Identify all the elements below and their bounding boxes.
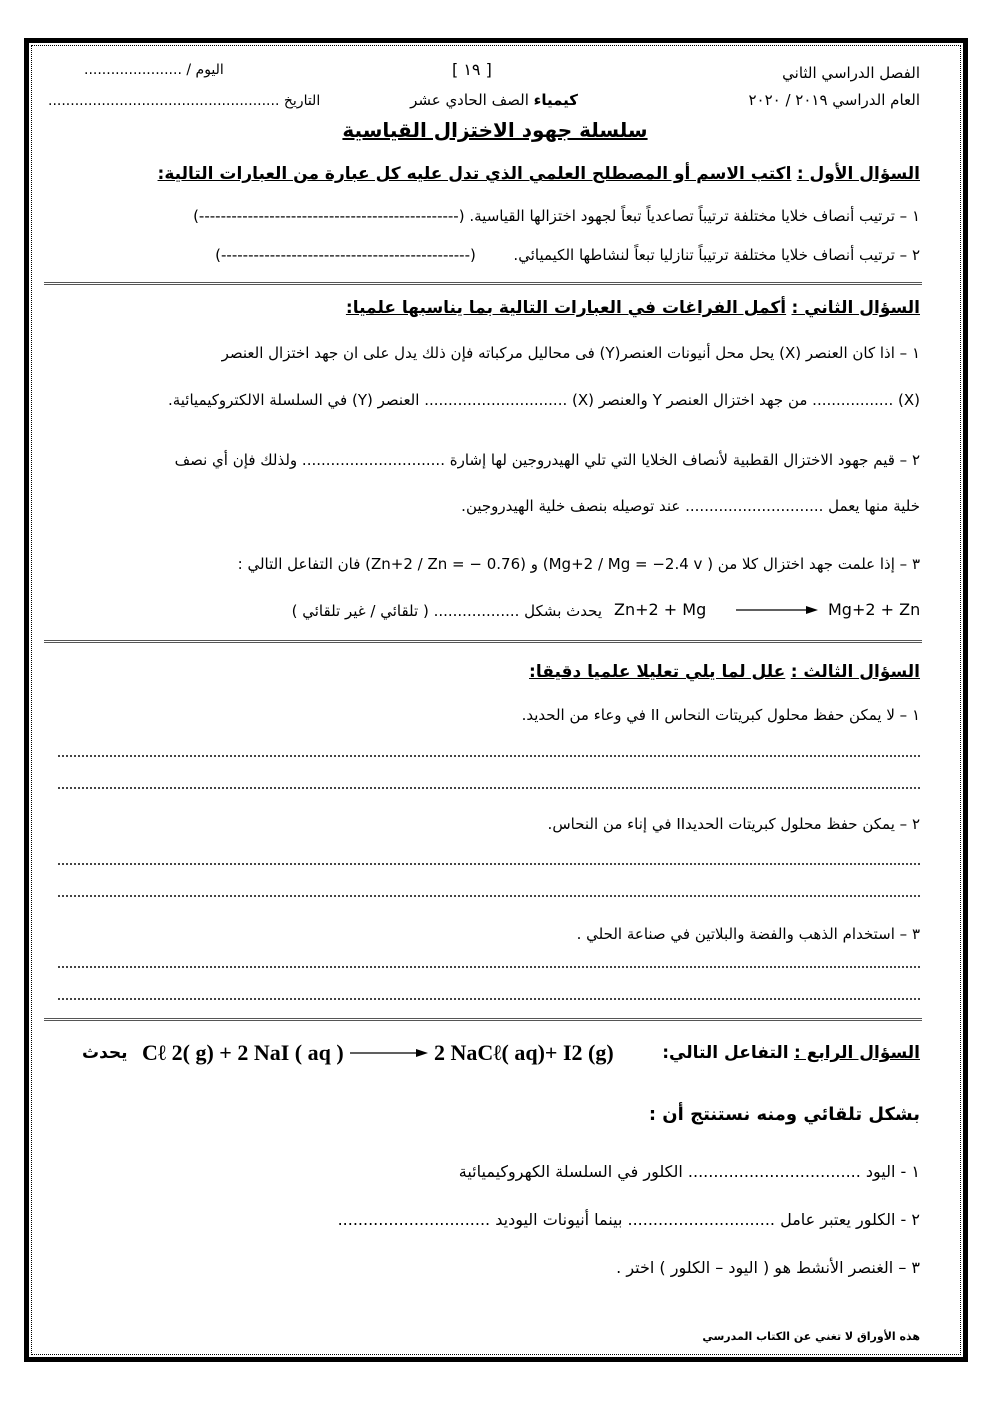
q4-item-3: ٣ – الغنصر الأنشط هو ( اليود – الكلور ) اختر . [616,1258,920,1277]
q4-instruction: التفاعل التالي: [662,1043,789,1063]
q1-item-2-answer: (----------------------------------------------) [215,246,476,264]
q2-item-2-line1: ٢ – قيم جهود الاختزال القطبية لأنصاف الخلايا التي تلي الهيدروجين لها إشارة .............................. ولذلك فإن أي نصف [174,451,920,469]
q2-item-1-line2: (X) ................. من جهد اختزال العنصر Y والعنصر (X) .............................. العنصر (Y) في السلسلة الالكتروكيميائية. [167,391,920,409]
date-label: التاريخ [283,93,321,109]
divider-3 [44,1018,922,1021]
q2-item-3-line1: ٣ – إذا علمت جهد اختزال كلا من ( Mg+2 / Mg = −2.4 v) و (Zn+2 / Zn = − 0.76) فان التفاعل التالي : [237,555,920,573]
q2-reaction-reactants: Zn+2 + Mg [614,600,707,619]
q2-item-1-line1: ١ – اذا كان العنصر (X) يحل محل أنيونات العنصر(Y) فى محاليل مركباته فإن ذلك يدل على ان جهد اختزال العنصر [221,344,920,362]
q4-verb: يحدث [82,1043,128,1063]
divider-1 [44,282,922,285]
subject-grade [388,91,578,109]
q1-instruction: اكتب الاسم أو المصطلح العلمي الذي تدل عليه كل عبارة من العبارات التالية: [157,164,792,184]
q4-heading [662,1043,920,1063]
q2-item-3-tail: يحدث بشكل .................. ( تلقائي / غير تلقائي ) [291,602,602,620]
q4-conclusion: بشكل تلقائي ومنه نستنتج أن : [648,1104,920,1125]
q4-item-2: ٢ - الكلور يعتبر عامل ............................. بينما أنيونات اليوديد .............................. [337,1210,920,1229]
q3-item-2: ٢ – يمكن حفظ محلول كبريتات الحديدII في إناء من النحاس. [547,815,920,833]
q2-heading [346,298,920,318]
q4-label: السؤال الرابع : [794,1043,920,1063]
q2-instruction: أكمل الفراغات في العبارات التالية بما يناسبها علميا: [345,298,787,318]
q1-item-2 [215,246,920,264]
answer-line [58,895,920,897]
divider-2 [44,640,922,643]
date-dots: .................................................... [48,93,280,109]
q1-label: السؤال الأول : [796,164,920,184]
q1-item-1-text: ١ – ترتيب أنصاف خلايا مختلفة ترتيباً تصاعدياً تبعاً لجهود اختزالها القياسية. [469,207,920,225]
academic-year: العام الدراسي ٢٠١٩ / ٢٠٢٠ [748,91,920,109]
q4-item-1: ١ - اليود .................................. الكلور في السلسلة الكهروكيميائية [458,1162,920,1181]
answer-line [58,998,920,1000]
q2-item-2-line2: خلية منها يعمل ............................. عند توصيله بنصف خلية الهيدروجين. [461,497,920,515]
page-number: [ ١٩ ] [452,60,492,79]
day-field [84,62,224,78]
reaction-arrow-icon [348,1045,428,1061]
term-label: الفصل الدراسي الثاني [782,64,920,82]
answer-line [58,787,920,789]
q4-products: 2 NaCℓ( aq)+ I2 (g) [434,1040,614,1065]
subject: كيمياء [533,91,578,109]
q1-item-1-answer: (------------------------------------------------) [193,207,465,225]
q3-label: السؤال الثالث : [790,662,920,682]
q3-item-1: ١ – لا يمكن حفظ محلول كبريتات النحاس II في وعاء من الحديد. [521,706,920,724]
q2-reaction-products: Mg+2 + Zn [828,600,921,619]
grade: الصف الحادي عشر [410,91,529,109]
q3-item-3: ٣ – استخدام الذهب والفضة والبلاتين في صناعة الحلي . [576,925,920,943]
q1-item-2-text: ٢ – ترتيب أنصاف خلايا مختلفة ترتيباً تنازليا تبعاً لنشاطها الكيميائي. [513,246,920,264]
footer-note: هذه الأوراق لا تغني عن الكتاب المدرسي [702,1330,920,1343]
main-title: سلسلة جهود الاختزال القياسية [342,118,648,142]
date-field [48,93,320,109]
day-label: اليوم / [186,62,224,78]
answer-line [58,966,920,968]
answer-line [58,755,920,757]
answer-line [58,863,920,865]
q3-instruction: علل لما يلي تعليلا علميا دقيقا: [529,662,786,682]
q3-heading [529,662,920,682]
q2-label: السؤال الثاني : [791,298,920,318]
q1-heading [158,164,920,184]
q1-item-1 [193,207,920,225]
day-dots: ...................... [84,62,182,78]
q4-reactants: Cℓ 2( g) + 2 NaI ( aq ) [142,1040,344,1065]
reaction-arrow-icon [734,602,818,618]
